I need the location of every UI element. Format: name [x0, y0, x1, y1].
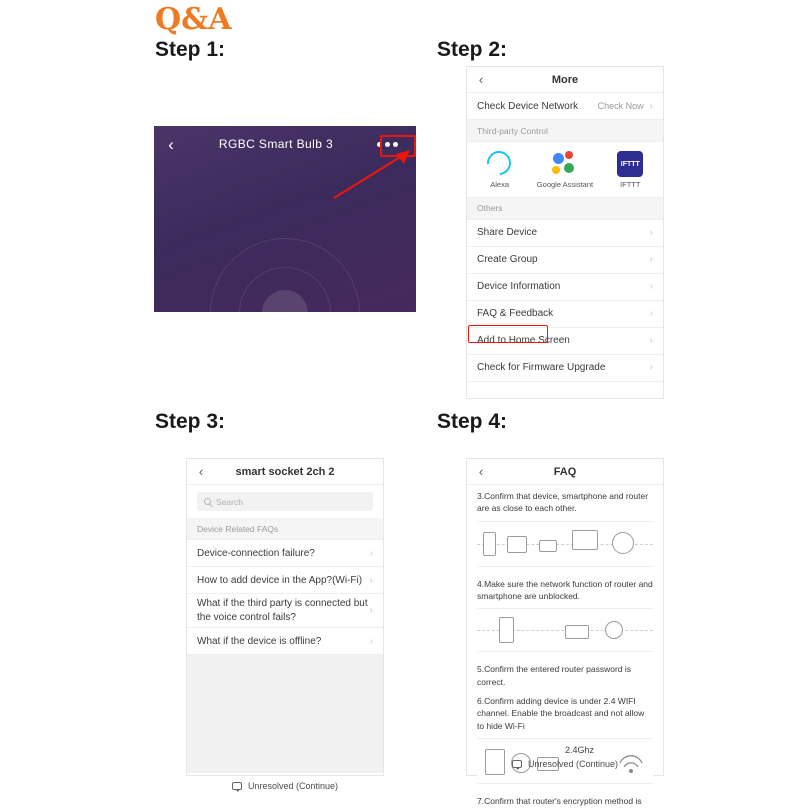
- section-third-party-control: Third-party Control: [467, 120, 663, 142]
- panel-title: FAQ: [553, 465, 577, 478]
- google-assistant-icon: [552, 151, 578, 177]
- row-action-value: Check Now: [597, 101, 644, 111]
- search-icon: [204, 498, 211, 505]
- row-label: Device Information: [477, 281, 561, 293]
- faq-paragraph-3: 3.Confirm that device, smartphone and router are as close to each other.: [477, 491, 649, 514]
- step4-faq-detail-screen: [466, 458, 664, 806]
- row-label: Check for Firmware Upgrade: [477, 362, 606, 374]
- chat-bubble-icon: [232, 782, 242, 790]
- chevron-left-icon[interactable]: ‹: [478, 464, 484, 479]
- empty-content-area: [187, 655, 383, 773]
- illustration-phone-router: [477, 608, 653, 652]
- chevron-right-icon: ›: [649, 362, 653, 374]
- third-party-item-google-assistant[interactable]: [532, 151, 597, 190]
- chevron-left-icon[interactable]: ‹: [478, 72, 484, 87]
- faq-paragraph-4: 4.Make sure the network function of router and smartphone are unblocked.: [477, 578, 653, 601]
- faq-item-connection-failure[interactable]: [187, 540, 383, 567]
- alexa-icon: [487, 151, 513, 177]
- section-others: Others: [467, 198, 663, 220]
- search-input[interactable]: [197, 492, 373, 511]
- panel-title: smart socket 2ch 2: [235, 465, 335, 478]
- faq-label: Device-connection failure?: [197, 547, 315, 559]
- step3-faq-list-screen: [186, 458, 384, 791]
- row-create-group[interactable]: [467, 247, 663, 274]
- row-label: FAQ & Feedback: [477, 308, 554, 320]
- third-party-icon-strip: [467, 142, 663, 198]
- chevron-right-icon: ›: [369, 547, 373, 559]
- glow-ring-inner: [262, 290, 308, 336]
- faq-paragraph-7: 7.Confirm that router's encryption method is: [477, 795, 642, 806]
- ghz-label: 2.4Ghz: [565, 744, 595, 755]
- faq-item-voice-control-fails[interactable]: [187, 594, 383, 628]
- third-party-item-ifttt[interactable]: [598, 151, 663, 190]
- chevron-right-icon: ›: [369, 605, 373, 616]
- third-party-label: Alexa: [490, 180, 510, 189]
- chevron-right-icon: ›: [369, 574, 373, 586]
- row-check-firmware-upgrade[interactable]: [467, 355, 663, 382]
- third-party-label: Google Assistant: [536, 180, 594, 189]
- chevron-left-icon[interactable]: ‹: [168, 134, 174, 154]
- ifttt-icon: IFTTT: [617, 151, 643, 177]
- step2-more-screen: [466, 66, 664, 399]
- row-label: Add to Home Screen: [477, 335, 570, 347]
- step3-label: Step 3:: [155, 410, 226, 433]
- row-label: Share Device: [477, 227, 538, 239]
- row-label: Create Group: [477, 254, 538, 266]
- faq-label: What if the third party is connected but the voice control fails?: [197, 598, 368, 623]
- illustration-devices-router: [477, 521, 653, 567]
- faq-paragraph-5: 5.Confirm the entered router password is correct.: [477, 664, 632, 687]
- unresolved-continue-button[interactable]: [467, 759, 663, 769]
- chevron-right-icon: ›: [649, 308, 653, 320]
- unresolved-label: Unresolved (Continue): [247, 781, 339, 791]
- step4-label: Step 4:: [437, 410, 508, 433]
- row-check-device-network[interactable]: [467, 93, 663, 120]
- unresolved-continue-button[interactable]: [187, 773, 383, 799]
- row-device-information[interactable]: [467, 274, 663, 301]
- chat-bubble-icon: [512, 760, 522, 768]
- chevron-left-icon[interactable]: ‹: [198, 464, 204, 479]
- chevron-right-icon: ›: [649, 100, 653, 112]
- search-placeholder: Search: [216, 496, 243, 507]
- step2-label: Step 2:: [437, 38, 508, 61]
- faq-label: What if the device is offline?: [197, 635, 322, 647]
- panel-header: [467, 459, 663, 485]
- third-party-label: IFTTT: [620, 180, 641, 189]
- section-device-related-faqs: Device Related FAQs: [187, 518, 383, 540]
- pointer-arrow-icon: [330, 150, 420, 205]
- chevron-right-icon: ›: [649, 281, 653, 293]
- row-faq-and-feedback[interactable]: [467, 301, 663, 328]
- unresolved-label: Unresolved (Continue): [527, 759, 619, 769]
- faq-item-add-device[interactable]: [187, 567, 383, 594]
- chevron-right-icon: ›: [369, 635, 373, 647]
- chevron-right-icon: ›: [649, 227, 653, 239]
- row-add-to-home-screen[interactable]: [467, 328, 663, 355]
- faq-item-device-offline[interactable]: [187, 628, 383, 655]
- third-party-item-alexa[interactable]: [467, 151, 532, 190]
- panel-header: [467, 67, 663, 93]
- device-title: RGBC Smart Bulb 3: [218, 137, 334, 151]
- chevron-right-icon: ›: [649, 335, 653, 347]
- row-label: Check Device Network: [477, 100, 579, 112]
- row-share-device[interactable]: [467, 220, 663, 247]
- step1-label: Step 1:: [155, 38, 226, 61]
- page-title: Q&A: [155, 2, 232, 37]
- panel-header: [187, 459, 383, 485]
- panel-title: More: [551, 73, 579, 86]
- faq-paragraph-6: 6.Confirm adding device is under 2.4 WIFI channel. Enable the broadcast and not allow to hide Wi-Fi: [477, 695, 645, 731]
- chevron-right-icon: ›: [649, 254, 653, 266]
- faq-label: How to add device in the App?(Wi-Fi): [197, 574, 363, 586]
